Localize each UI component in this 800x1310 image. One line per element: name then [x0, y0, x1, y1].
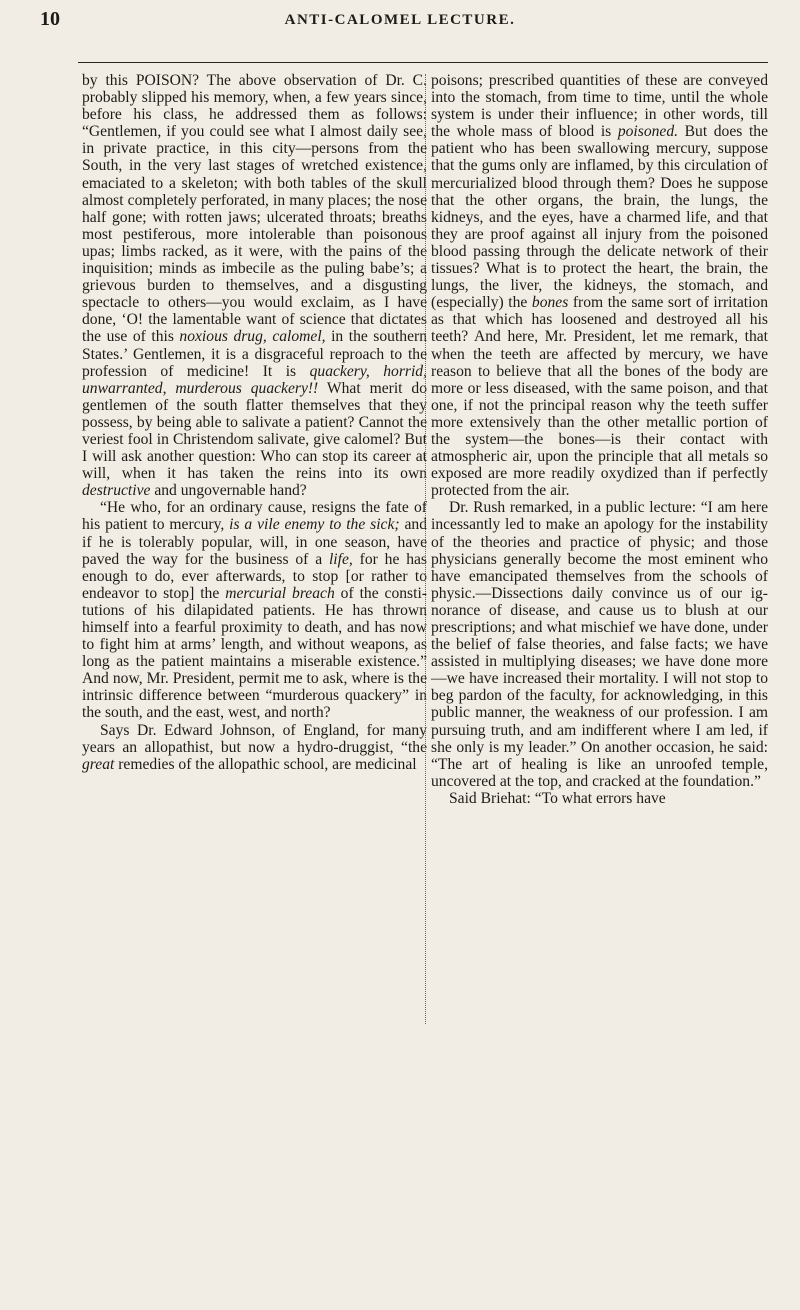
right-column [431, 72, 768, 807]
emphasis-text: quackery, horrid, unwarranted, murderous quackery!! [82, 362, 428, 397]
right-paragraph-3: Said Briehat: “To what errors have [449, 789, 666, 807]
left-paragraph-1: by this POISON? The above observation of Dr. C. probably slipped his memory, when, a few years since, before his class, he addressed them as follows: “Gentlemen, if you could see what I almost daily see, in private practice, in this city—persons from the South, in the very last stages of wretched existence, emaciated to a skeleton; with both tables of the skull almost completely perforated, in many places; the nose half gone; with rotten jaws; ulcerated throats; breaths most pestiferous, more intolerable than poisonous upas; limbs racked, as it were, with the pains of the inquisition; minds as imbecile as the puling babe’s; a grievous burden to themselves, and a disgusting spectacle to others—you would exclaim, as I have done, ‘O! the lamentable want of science that dictates the use of this noxious drug, calomel, in the southern States.’ Gentlemen, it is a disgraceful reproach to the profession of medicine! It is quackery, horrid, unwarranted, murderous quackery!! What merit do gentlemen of the south flatter themselves that they possess, by being able to salivate a patient? Cannot the veriest fool in Christendom salivate, give calomel? But I will ask another question: Who can stop its career at will, when it has taken the reins into its own destructive and ungovernable hand? [82, 72, 428, 500]
column-divider [425, 74, 426, 1024]
left-column [82, 72, 427, 773]
right-paragraph-2: Dr. Rush remarked, in a public lecture: “I am here incessantly led to make an apology for the instability of the theories and practice of physic; and those physicians generally become the most eminent who have emancipated themselves from the schools of physic.—Dissections daily convince us of our ignorance of disease, and cause us to blush at our prescriptions; and what mischief we have done, under the belief of false theories, and false facts; we have assisted in multiplying diseases; we have done more—we have increased their mortality. I will not stop to beg pardon of the faculty, for acknowledging, in this public manner, the weakness of our profession. I am pursuing truth, and am indifferent where I am led, if she only is my leader.” On another occasion, he said: “The art of healing is like an unroofed temple, uncovered at the top, and cracked at the foundation.” [431, 499, 768, 790]
emphasis-text: great [82, 755, 115, 773]
right-paragraph-1: poisons; prescribed quantities of these are conveyed into the stomach, from time to time, until the whole system is under their influence; in other words, till the whole mass of blood is poisoned. But does the patient who has been swallowing mercury, suppose that the gums only are inflamed, by this circulation of mercurialized blood through them? Does he suppose that the other organs, the brain, the lungs, the kidneys, and the eyes, have a charmed life, and that they are proof against all injury from the poisoned blood passing through the delicate network of their tissues? What is to protect the heart, the brain, the lungs, the liver, the kidneys, the stomach, and (especially) the bones from the same sort of irritation as that which has loosened and destroyed all his teeth? And here, Mr. President, let me remark, that when the teeth are affected by mercury, we have reason to believe that all the bones of the body are more or less diseased, with the same poison, and that one, if not the principal reason why the teeth suffer more extensively than the other metallic portion of the system—the bones—is their contact with atmospheric air, upon the principle that all metals so exposed are more readily oxydized than if perfectly protected from the air. [431, 72, 768, 500]
emphasis-text: bones [531, 294, 569, 312]
page-number: 10 [40, 8, 60, 30]
page-header [0, 0, 800, 40]
emphasis-text: noxious drug, calomel, [179, 328, 326, 346]
left-paragraph-3: Says Dr. Edward Johnson, of England, for many years an allopathist, but now a hydro-druggist, “the great remedies of the allopathic school, are medicinal [82, 721, 427, 773]
emphasis-text: poisoned. [617, 123, 679, 141]
left-paragraph-2: “He who, for an ordinary cause, resigns the fate of his patient to mercury, is a vile enemy to the sick; and if he is tolerably popular, will, in one season, have paved the way for the business of a life, for he has enough to do, ever afterwards, to stop [or rather to endeavor to stop] the mercurial breach of the constitutions of his dilapidated patients. He has thrown himself into a fearful proximity to death, and has now to fight him at arms’ length, and without weapons, as long as the patient maintains a miserable existence.” And now, Mr. President, permit me to ask, where is the intrinsic difference between “murderous quackery” in the south, and the east, west, and north? [82, 499, 427, 722]
header-rule [78, 62, 768, 63]
emphasis-text: mercurial breach [225, 584, 335, 602]
emphasis-text: destructive [82, 482, 151, 500]
emphasis-text: is a vile enemy to the sick; [229, 516, 400, 534]
running-title: ANTI-CALOMEL LECTURE. [284, 12, 516, 28]
emphasis-text: life, [328, 550, 353, 568]
